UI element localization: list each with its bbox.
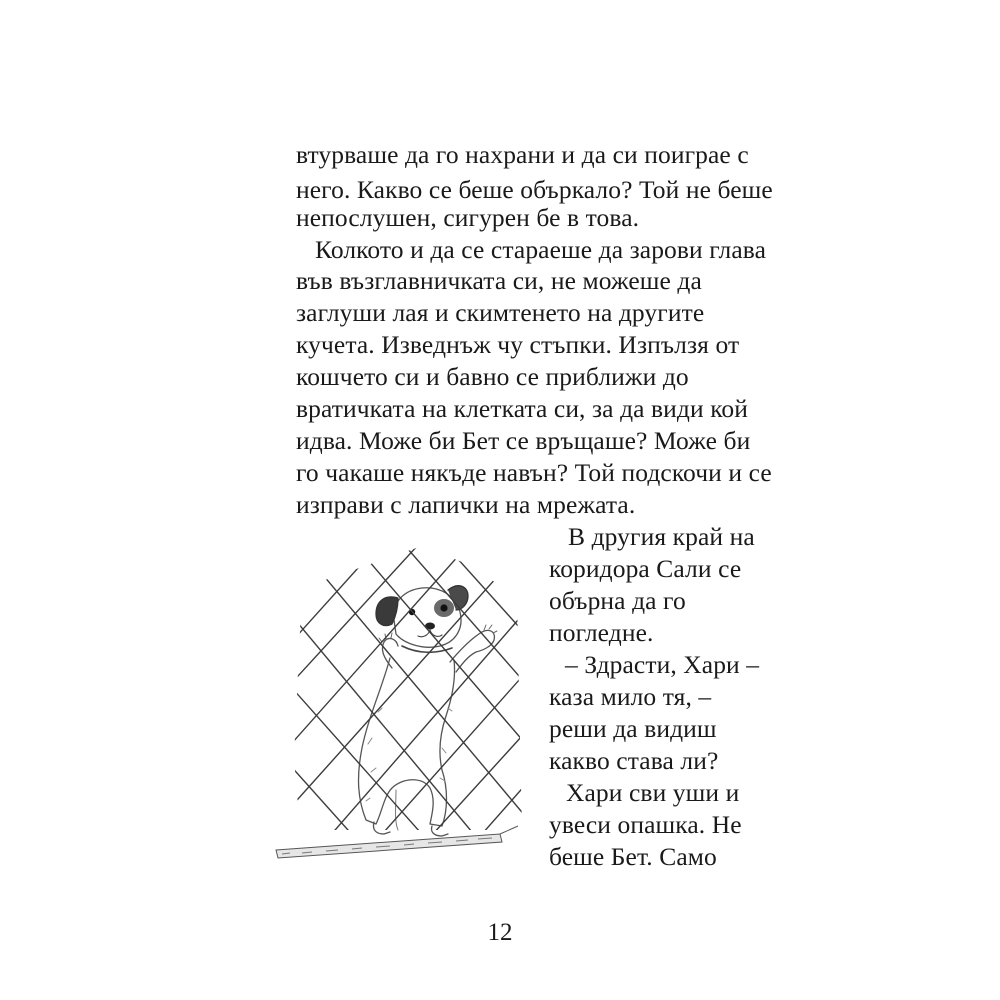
text-line: кошчето си и бавно се приближи до xyxy=(296,362,689,391)
text-line: Колкото и да се стараеше да зарови глава xyxy=(315,235,766,264)
puppy-fence-illustration xyxy=(272,538,534,868)
text-line: идва. Може би Бет се връщаше? Може би xyxy=(296,426,751,455)
side-text-line: В другия край на xyxy=(568,522,755,551)
wire-mesh xyxy=(272,538,534,868)
side-text-line: увеси опашка. Не xyxy=(549,810,742,839)
text-line: кучета. Изведнъж чу стъпки. Изпълзя от xyxy=(296,330,740,359)
text-line: го чакаше някъде навън? Той подскочи и се xyxy=(296,458,772,487)
text-line: изправи с лапички на мрежата. xyxy=(296,490,636,519)
side-text-line: Хари сви уши и xyxy=(566,778,740,807)
puppy-drawing xyxy=(359,586,497,836)
side-text-line: обърна да го xyxy=(549,586,686,615)
text-line: втурваше да го нахрани и да си поиграе с xyxy=(296,140,749,169)
side-text-line: каза мило тя, – xyxy=(549,682,712,711)
page-number: 12 xyxy=(487,919,513,946)
side-text-line: реши да видиш xyxy=(549,714,717,743)
side-text-line: – Здрасти, Хари – xyxy=(565,650,760,679)
text-line: него. Какво се беше объркало? Той не беше xyxy=(296,175,773,204)
text-line: непослушен, сигурен бе в това. xyxy=(296,203,640,232)
text-line: заглуши лая и скимтенето на другите xyxy=(296,298,705,327)
side-text-line: беше Бет. Само xyxy=(549,842,717,871)
side-text-line: какво става ли? xyxy=(549,746,719,775)
side-text-line: погледне. xyxy=(549,618,654,647)
fence-base xyxy=(276,826,518,858)
side-text-line: коридора Сали се xyxy=(549,554,742,583)
text-line: вратичката на клетката си, за да види кой xyxy=(296,394,749,423)
text-line: във възглавничката си, не можеше да xyxy=(296,266,702,295)
